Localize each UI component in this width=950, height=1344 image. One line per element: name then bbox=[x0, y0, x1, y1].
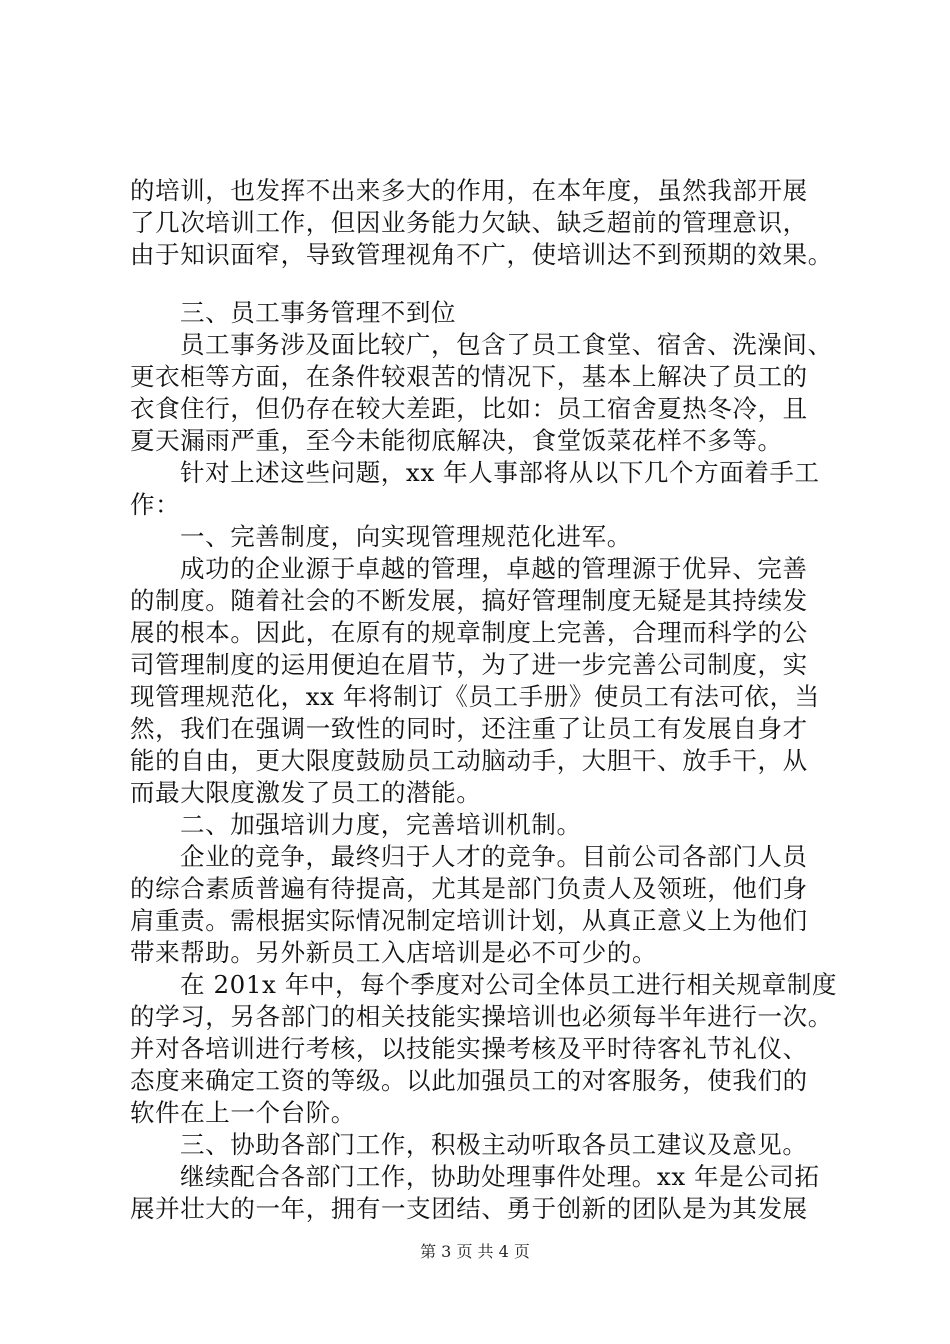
body-line: 员工事务涉及面比较广，包含了员工食堂、宿舍、洗澡间、 bbox=[180, 330, 833, 359]
document-body bbox=[130, 175, 838, 1225]
section-heading: 二、加强培训力度，完善培训机制。 bbox=[180, 810, 582, 839]
body-line: 了几次培训工作，但因业务能力欠缺、缺乏超前的管理意识， bbox=[130, 208, 808, 237]
body-line: 能的自由，更大限度鼓励员工动脑动手，大胆干、放手干，从 bbox=[130, 746, 808, 775]
paragraph-gap bbox=[130, 271, 830, 297]
body-line: 肩重责。需根据实际情况制定培训计划，从真正意义上为他们 bbox=[130, 906, 808, 935]
section-heading: 三、协助各部门工作，积极主动听取各员工建议及意见。 bbox=[180, 1130, 808, 1159]
section-heading: 三、员工事务管理不到位 bbox=[180, 298, 457, 327]
page-number: 第 3 页 共 4 页 bbox=[420, 1242, 530, 1261]
section-heading: 一、完善制度，向实现管理规范化进军。 bbox=[180, 522, 632, 551]
body-line: 衣食住行，但仍存在较大差距，比如：员工宿舍夏热冬冷，且 bbox=[130, 394, 808, 423]
body-line: 的学习，另各部门的相关技能实操培训也必须每半年进行一次。 bbox=[130, 1002, 833, 1031]
body-line: 并对各培训进行考核，以技能实操考核及平时待客礼节礼仪、 bbox=[130, 1034, 808, 1063]
body-line: 带来帮助。另外新员工入店培训是必不可少的。 bbox=[130, 938, 658, 967]
body-line: 成功的企业源于卓越的管理，卓越的管理源于优异、完善 bbox=[180, 554, 808, 583]
body-line: 的综合素质普遍有待提高，尤其是部门负责人及领班，他们身 bbox=[130, 874, 808, 903]
body-line: 更衣柜等方面，在条件较艰苦的情况下，基本上解决了员工的 bbox=[130, 362, 808, 391]
body-line: 作： bbox=[130, 490, 181, 519]
body-line: 夏天漏雨严重，至今未能彻底解决，食堂饭菜花样不多等。 bbox=[130, 426, 783, 455]
body-line: 司管理制度的运用便迫在眉节，为了进一步完善公司制度，实 bbox=[130, 650, 808, 679]
body-line: 软件在上一个台阶。 bbox=[130, 1098, 356, 1127]
body-line: 态度来确定工资的等级。以此加强员工的对客服务，使我们的 bbox=[130, 1066, 808, 1095]
body-line: 的制度。随着社会的不断发展，搞好管理制度无疑是其持续发 bbox=[130, 586, 808, 615]
body-line: 现管理规范化，xx 年将制订《员工手册》使员工有法可依，当 bbox=[130, 682, 820, 711]
body-line: 由于知识面窄，导致管理视角不广，使培训达不到预期的效果。 bbox=[130, 240, 833, 269]
page-footer bbox=[0, 1242, 950, 1262]
body-line: 展并壮大的一年，拥有一支团结、勇于创新的团队是为其发展 bbox=[130, 1194, 808, 1223]
body-line: 继续配合各部门工作，协助处理事件处理。xx 年是公司拓 bbox=[180, 1162, 820, 1191]
body-line: 的培训，也发挥不出来多大的作用，在本年度，虽然我部开展 bbox=[130, 176, 808, 205]
body-line: 然，我们在强调一致性的同时，还注重了让员工有发展自身才 bbox=[130, 714, 808, 743]
body-line: 企业的竞争，最终归于人才的竞争。目前公司各部门人员 bbox=[180, 842, 808, 871]
body-line: 针对上述这些问题，xx 年人事部将从以下几个方面着手工 bbox=[180, 458, 820, 487]
body-line: 在 201x 年中，每个季度对公司全体员工进行相关规章制度 bbox=[180, 970, 838, 999]
body-line: 展的根本。因此，在原有的规章制度上完善，合理而科学的公 bbox=[130, 618, 808, 647]
body-line: 而最大限度激发了员工的潜能。 bbox=[130, 778, 482, 807]
